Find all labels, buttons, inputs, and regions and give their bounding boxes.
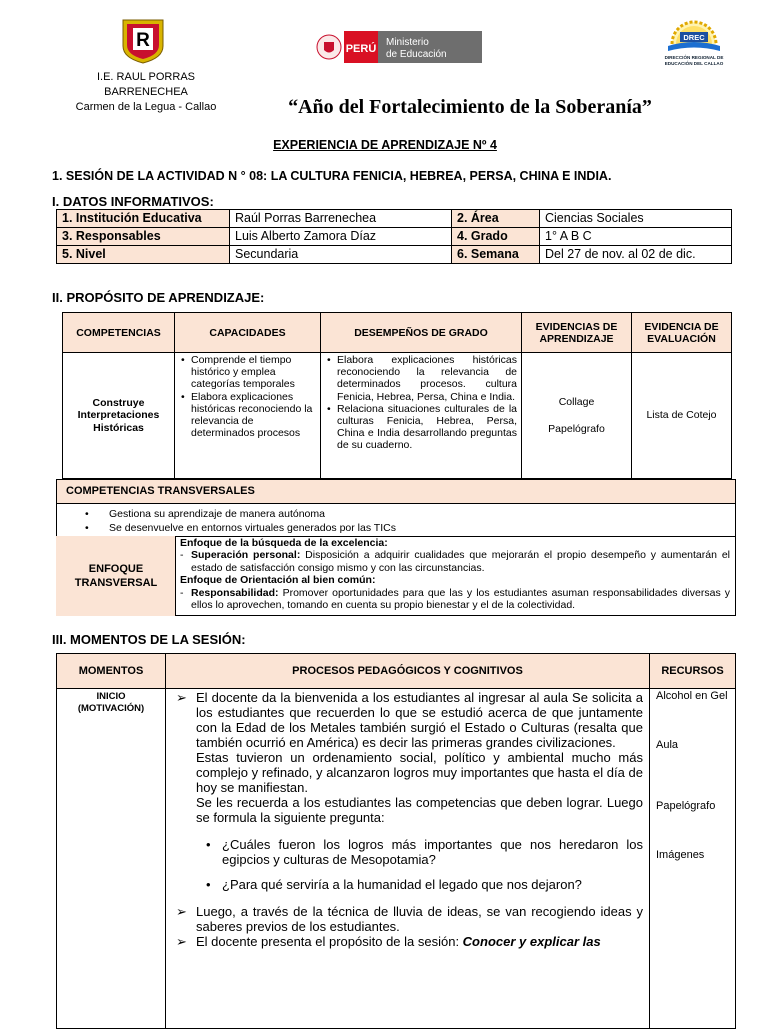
recurso-item: Alcohol en Gel bbox=[656, 690, 728, 702]
datos-label: 5. Nivel bbox=[57, 246, 230, 264]
datos-label: 3. Responsables bbox=[57, 228, 230, 246]
svg-text:DREC: DREC bbox=[683, 33, 705, 42]
list-item: ➢ El docente presenta el propósito de la sesión: Conocer y explicar las bbox=[176, 934, 601, 949]
evidencia-item: Papelógrafo bbox=[548, 422, 605, 435]
datos-value: Del 27 de nov. al 02 de dic. bbox=[540, 246, 732, 264]
svg-text:EDUCACIÓN DEL CALLAO: EDUCACIÓN DEL CALLAO bbox=[664, 61, 724, 66]
list-item: • Elabora explicaciones históricas reconociendo la relevancia de determinados procesos bbox=[179, 391, 316, 440]
datos-section-title: I. DATOS INFORMATIVOS: bbox=[52, 194, 214, 209]
list-item: ➢ El docente da la bienvenida a los estudiantes al ingresar al aula Se solicita a los estudiantes que recuerden lo que se estudió acerca de que juntamente con la Edad de los Metales también surgió el Estado o Culturas (resalta que también ocurrió en América) es decir las primeras grandes civilizaciones. Estas tuvieron un ordenamiento social, político y ambiental mucho más complejo y refinado, y alcanzaron logros muy importantes que hasta el día de hoy se manifiestan. Se les recuerda a los estudiantes las competencias que deben lograr. Luego se formula la siguiente pregunta: • ¿Cuáles fueron los logros más importantes que nos heredaron los egipcios y culturas de Mesopotamia? • ¿Para qué serviría a la humanidad el legado que nos dejaron? bbox=[170, 690, 643, 892]
datos-label: 1. Institución Educativa bbox=[57, 210, 230, 228]
column-header: PROCESOS PEDAGÓGICOS Y COGNITIVOS bbox=[166, 654, 650, 689]
datos-value: Secundaria bbox=[230, 246, 452, 264]
list-item: • Elabora explicaciones históricas reconociendo la relevancia de determinados procesos. cultura Fenicia, Hebrea, Persa, China e India. bbox=[325, 354, 517, 403]
recurso-item: Imágenes bbox=[656, 849, 705, 861]
desempenos-cell bbox=[321, 353, 522, 479]
momento-cell: INICIO (MOTIVACIÓN) bbox=[57, 689, 166, 1029]
column-header: DESEMPEÑOS DE GRADO bbox=[321, 313, 522, 353]
ministerio-logo bbox=[316, 30, 482, 64]
list-item: • Relaciona situaciones culturales de la culturas Fenicia, Hebrea, Persa, China e India desarrollando preguntas de su cuaderno. bbox=[325, 403, 517, 452]
table-header-row bbox=[63, 313, 732, 353]
question-item: • ¿Para qué serviría a la humanidad el legado que nos dejaron? bbox=[196, 877, 643, 892]
session-title: 1. SESIÓN DE LA ACTIVIDAD N ° 08: LA CULTURA FENICIA, HEBREA, PERSA, CHINA E INDIA. bbox=[52, 169, 612, 183]
proposito-section-title: II. PROPÓSITO DE APRENDIZAJE: bbox=[52, 290, 265, 305]
recursos-cell bbox=[650, 689, 736, 1029]
year-motto: “Año del Fortalecimiento de la Soberanía” bbox=[288, 96, 652, 118]
proposito-table bbox=[62, 312, 732, 479]
table-row bbox=[63, 353, 732, 479]
transversales-header bbox=[56, 479, 736, 504]
column-header: MOMENTOS bbox=[57, 654, 166, 689]
datos-value: 1° A B C bbox=[540, 228, 732, 246]
enfoque-label-cell bbox=[56, 536, 176, 616]
list-item: • Comprende el tiempo histórico y emplea categorías temporales bbox=[179, 354, 316, 391]
enfoque-item: - Superación personal: Disposición a adquirir cualidades que mejorarán el propio desempeño y aumentarán el estado de satisfacción consigo mismo y con las circunstancias. bbox=[180, 549, 730, 574]
column-header: RECURSOS bbox=[650, 654, 736, 689]
datos-value: Raúl Porras Barrenechea bbox=[230, 210, 452, 228]
evidencia-item: Collage bbox=[558, 396, 595, 409]
svg-text:Ministerio: Ministerio bbox=[386, 37, 429, 48]
drec-logo bbox=[658, 18, 730, 68]
evaluacion-cell: Lista de Cotejo bbox=[632, 353, 732, 479]
enfoque-content bbox=[180, 537, 730, 611]
momentos-section-title: III. MOMENTOS DE LA SESIÓN: bbox=[52, 632, 246, 647]
datos-value: Luis Alberto Zamora Díaz bbox=[230, 228, 452, 246]
enfoque-item: - Responsabilidad: Promover oportunidades para que las y los estudiantes asuman responsabilidades diversas y ellos lo aprovechen, tomando en cuenta su propio bienestar y el de la colectividad. bbox=[180, 586, 730, 612]
list-item: • Gestiona su aprendizaje de manera autónoma bbox=[85, 508, 325, 520]
momentos-table bbox=[56, 653, 736, 1029]
column-header: EVIDENCIAS DE APRENDIZAJE bbox=[522, 313, 632, 353]
datos-value: Ciencias Sociales bbox=[540, 210, 732, 228]
transversales-body bbox=[56, 504, 736, 537]
table-header-row bbox=[57, 654, 736, 689]
procesos-cell bbox=[166, 689, 650, 1029]
recurso-item: Aula bbox=[656, 739, 679, 751]
school-logo bbox=[118, 16, 168, 64]
svg-text:de Educación: de Educación bbox=[386, 49, 447, 60]
school-name bbox=[58, 70, 234, 115]
datos-label: 6. Semana bbox=[452, 246, 540, 264]
competencia-cell: Construye Interpretaciones Históricas bbox=[63, 353, 175, 479]
column-header: COMPETENCIAS bbox=[63, 313, 175, 353]
table-row bbox=[57, 228, 732, 246]
transversales-title: COMPETENCIAS TRANSVERSALES bbox=[66, 485, 255, 497]
school-location: Carmen de la Legua - Callao bbox=[75, 101, 217, 113]
recurso-item: Papelógrafo bbox=[656, 800, 716, 812]
capacidades-cell bbox=[175, 353, 321, 479]
evidencias-cell bbox=[522, 353, 632, 479]
datos-label: 4. Grado bbox=[452, 228, 540, 246]
enfoque-heading: Enfoque de la búsqueda de la excelencia: bbox=[180, 537, 388, 549]
table-row bbox=[57, 210, 732, 228]
datos-label: 2. Área bbox=[452, 210, 540, 228]
list-item: ➢ Luego, a través de la técnica de lluvia de ideas, se van recogiendo ideas y saberes previos de los estudiantes. bbox=[176, 904, 643, 934]
column-header: EVIDENCIA DE EVALUACIÓN bbox=[632, 313, 732, 353]
svg-text:DIRECCIÓN REGIONAL DE: DIRECCIÓN REGIONAL DE bbox=[664, 55, 724, 60]
table-row bbox=[57, 689, 736, 1029]
enfoque-label: ENFOQUE TRANSVERSAL bbox=[74, 563, 158, 589]
svg-text:R: R bbox=[136, 30, 150, 51]
school-name-line1: I.E. RAUL PORRAS BARRENECHEA bbox=[96, 71, 195, 98]
svg-text:PERÚ: PERÚ bbox=[345, 43, 377, 55]
list-item: • Se desenvuelve en entornos virtuales generados por las TICs bbox=[85, 522, 396, 534]
experience-title: EXPERIENCIA DE APRENDIZAJE Nº 4 bbox=[273, 138, 497, 152]
table-row bbox=[57, 246, 732, 264]
datos-table bbox=[56, 209, 732, 264]
column-header: CAPACIDADES bbox=[175, 313, 321, 353]
enfoque-heading: Enfoque de Orientación al bien común: bbox=[180, 574, 376, 587]
question-item: • ¿Cuáles fueron los logros más importantes que nos heredaron los egipcios y culturas de Mesopotamia? bbox=[196, 837, 643, 867]
